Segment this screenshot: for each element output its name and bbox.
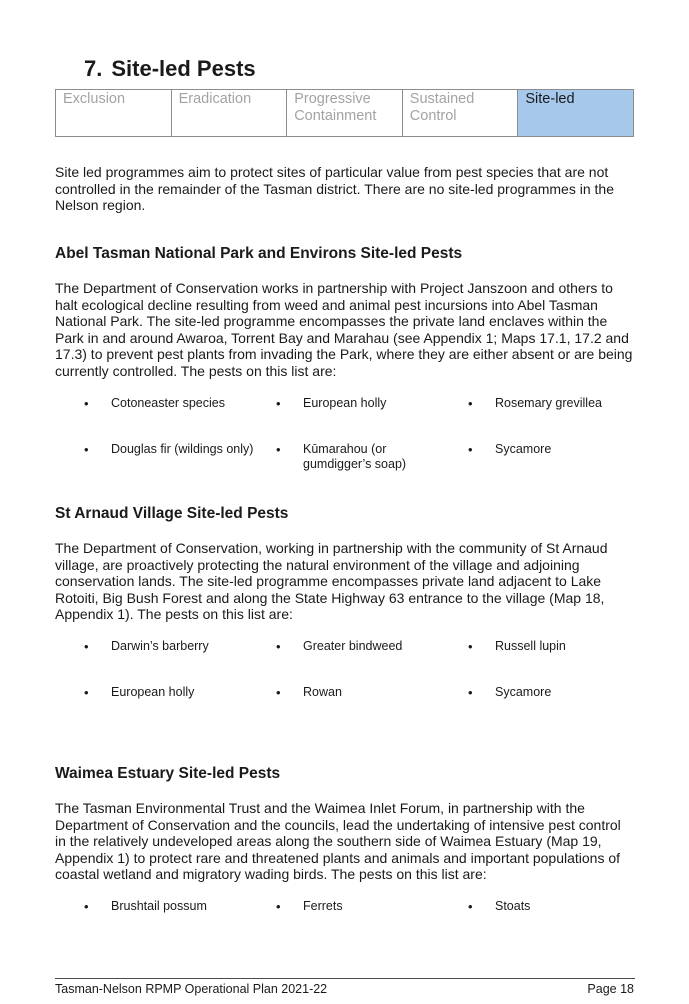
bullet-icon: • <box>468 442 473 457</box>
bullet-icon: • <box>84 442 89 457</box>
bullet-icon: • <box>84 396 89 411</box>
management-stage-table <box>55 89 634 137</box>
section-title: Site-led Pests <box>111 56 256 81</box>
bullet-icon: • <box>276 899 281 914</box>
section-number: 7. <box>84 56 103 81</box>
bullet-icon: • <box>468 899 473 914</box>
stage-sustained-control: Sustained Control <box>402 90 518 137</box>
stage-progressive-containment: Progressive Containment <box>287 90 403 137</box>
footer-divider <box>55 978 635 979</box>
footer-page-number: Page 18 <box>587 982 634 996</box>
section-heading-abel-tasman: Abel Tasman National Park and Environs Site-led Pests <box>55 245 463 262</box>
footer-document-title: Tasman-Nelson RPMP Operational Plan 2021-22 <box>55 982 328 996</box>
section-heading-st-arnaud: St Arnaud Village Site-led Pests <box>55 505 289 522</box>
bullet-icon: • <box>276 442 281 457</box>
section-body-abel-tasman: The Department of Conservation works in partnership with Project Janszoon and others to halt ecological decline resulting from weed and animal pest incursions into Abel Tasman National Park. The site-led programme encompasses the private land enclaves within the Park in and around Awaroa, Torrent Bay and Marahau (see Appendix 1; Maps 17.1, 17.2 and 17.3) to prevent pest plants from invading the Park, where they are either absent or are being currently controlled. The pests on this list are: <box>55 280 633 379</box>
document-page: 7. Site-led Pests Exclusion Eradication Progressive Containment Sustained Control Site-led Site led programmes aim to protect sites of particular value from pest species that are not controlled in the remainder of the Tasman district. There are no site-led programmes in the Nelson region. Abel Tasman National Park and Environs Site-led Pests The Department of Conservation works in partnership with Project Janszoon and others to halt ecological decline resulting from weed and animal pest incursions into Abel Tasman National Park. The site-led programme encompasses the private land enclaves within the Park in and around Awaroa, Torrent Bay and Marahau (see Appendix 1; Maps 17.1, 17.2 and 17.3) to prevent pest plants from invading the Park, where they are either absent or are being currently controlled. The pests on this list are: • Cotoneaster species • European holly • Rosemary grevillea • Douglas fir (wildings only) • Kūmarahou (or gumdigger’s soap) • Sycamore St Arnaud Village Site-led Pests The Department of Conservation, working in partnership with the community of St Arnaud village, are proactively protecting the natural environment of the village and adjoining conservation lands. The site-led programme encompasses private land adjacent to Lake Rotoiti, Big Bush Forest and along the State Highway 63 entrance to the village (Map 18, Appendix 1). The pests on this list are: • Darwin’s barberry • Greater bindweed • Russell lupin • European holly • Rowan • Sycamore Waimea Estuary Site-led Pests The Tasman Environmental Trust and the Waimea Inlet Forum, in partnership with the Department of Conservation and the councils, lead the undertaking of intensive pest control in the relatively undeveloped areas along the southern side of Waimea Estuary (Map 19, Appendix 1) to protect rare and threatened plants and animals and important populations of coastal wetland and migratory wading birds. The pests on this list are: • Brushtail possum • Ferrets • Stoats Tasman-Nelson RPMP Operational Plan 2021-22 Page 18 <box>55 56 634 996</box>
bullet-icon: • <box>468 639 473 654</box>
intro-paragraph: Site led programmes aim to protect sites of particular value from pest species that are not controlled in the remainder of the Tasman district. There are no site-led programmes in the Nelson region. <box>55 164 614 213</box>
stage-site-led-highlighted: Site-led <box>518 90 634 137</box>
bullet-icon: • <box>276 685 281 700</box>
bullet-icon: • <box>84 685 89 700</box>
bullet-icon: • <box>84 899 89 914</box>
section-body-st-arnaud: The Department of Conservation, working in partnership with the community of St Arnaud village, are proactively protecting the natural environment of the village and adjoining conservation lands. The site-led programme encompasses private land adjacent to Lake Rotoiti, Big Bush Forest and along the State Highway 63 entrance to the village (Map 18, Appendix 1). The pests on this list are: <box>55 540 608 622</box>
section-heading-waimea-estuary: Waimea Estuary Site-led Pests <box>55 765 281 782</box>
bullet-icon: • <box>84 639 89 654</box>
bullet-icon: • <box>276 396 281 411</box>
page-title <box>84 56 256 82</box>
stage-exclusion: Exclusion <box>56 90 172 137</box>
bullet-icon: • <box>276 639 281 654</box>
section-body-waimea-estuary: The Tasman Environmental Trust and the Waimea Inlet Forum, in partnership with the Department of Conservation and the councils, lead the undertaking of intensive pest control in the relatively undeveloped areas along the southern side of Waimea Estuary (Map 19, Appendix 1) to protect rare and threatened plants and animals and important populations of coastal wetland and migratory wading birds. The pests on this list are: <box>55 800 621 882</box>
stage-eradication: Eradication <box>171 90 287 137</box>
bullet-icon: • <box>468 396 473 411</box>
bullet-icon: • <box>468 685 473 700</box>
